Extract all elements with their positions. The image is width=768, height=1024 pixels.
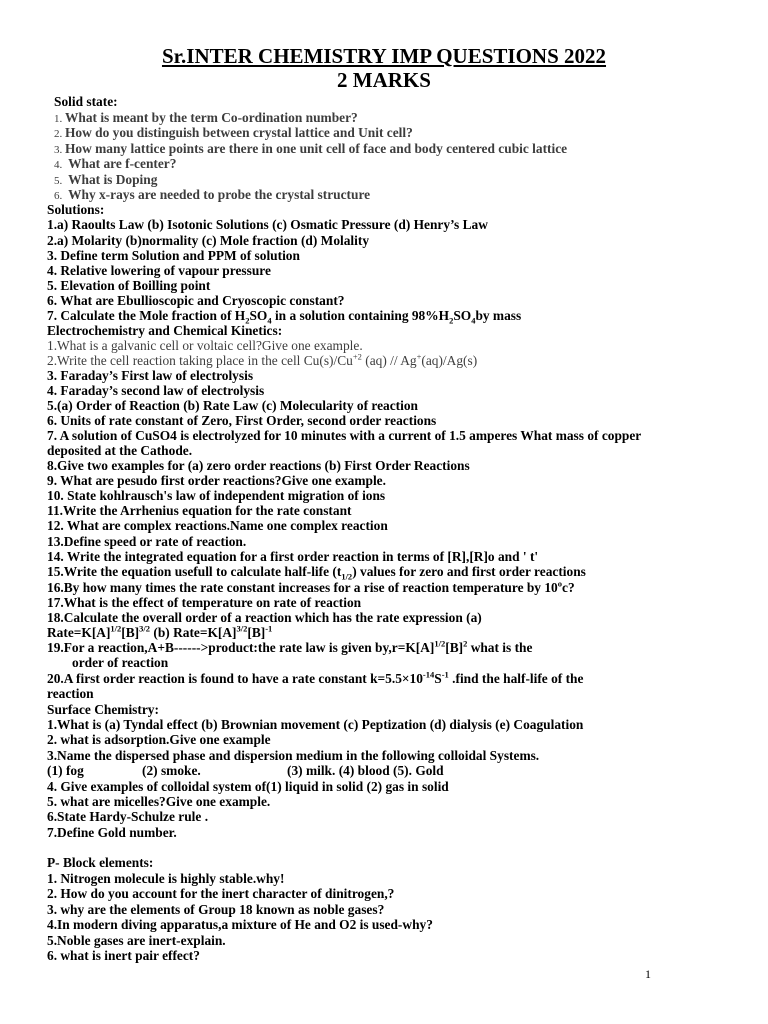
electro-q15: 15.Write the equation usefull to calculate half-life $(t_{1/2})$ values for zero and first order reactions xyxy=(47,564,586,582)
electro-q10: 10. State kohlrausch's law of independent migration of ions xyxy=(47,488,386,503)
solutions-q7: 7. Calculate the Mole fraction of $H_2SO_4$ in a solution containing $98\%H_2SO_4by$ mass xyxy=(47,308,522,326)
surface-q1: 1.What is (a) Tyndal effect (b) Brownian movement (c) Peptization (d) dialysis (e) Coagulation xyxy=(47,717,584,732)
pblock-q1: 1. Nitrogen molecule is highly stable.why! xyxy=(47,871,285,886)
surface-q7: 7.Define Gold number. xyxy=(47,825,177,840)
section-heading-electrochemistry: Electrochemistry and Chemical Kinetics: xyxy=(47,323,283,338)
pblock-q6: 6. what is inert pair effect? xyxy=(47,948,200,963)
solutions-q5: 5. Elevation of Boilling point xyxy=(47,278,211,293)
solutions-q4: 4. Relative lowering of vapour pressure xyxy=(47,263,271,278)
electro-q7-cont: deposited at the Cathode. xyxy=(47,443,193,458)
surface-q3-option-fog: (1) fog xyxy=(47,763,84,778)
electro-q7: 7. A solution of CuSO4 is electrolyzed for 10 minutes with a current of 1.5 amperes What mass of copper xyxy=(47,428,642,443)
surface-q2: 2. what is adsorption.Give one example xyxy=(47,732,271,747)
electro-q2: 2.Write the cell reaction taking place in the cell $Cu(s)/Cu^{+2}$ (aq) // Ag+(aq)/Ag(s) xyxy=(47,351,478,368)
surface-q6: 6.State Hardy-Schulze rule . xyxy=(47,809,209,824)
surface-q3: 3.Name the dispersed phase and dispersion medium in the following colloidal Systems. xyxy=(47,748,540,763)
electro-q5: 5.(a) Order of Reaction (b) Rate Law (c) Molecularity of reaction xyxy=(47,398,418,413)
electro-q3: 3. Faraday’s First law of electrolysis xyxy=(47,368,254,383)
section-heading-surface-chemistry: Surface Chemistry: xyxy=(47,702,159,717)
surface-q3-option-smoke: (2) smoke. xyxy=(142,763,201,778)
electro-q19: 19.For a reaction,A+B------>product:the rate law is given $by,r=K[A]^{1/2}[B]^2$ what is the xyxy=(47,638,533,655)
document-subtitle: 2 MARKS xyxy=(337,68,431,92)
electro-q8: 8.Give two examples for (a) zero order reactions (b) First Order Reactions xyxy=(47,458,470,473)
electro-q18: 18.Calculate the overall order of a reaction which has the rate expression (a) xyxy=(47,610,482,625)
electro-q17: 17.What is the effect of temperature on rate of reaction xyxy=(47,595,362,610)
pblock-q2: 2. How do you account for the inert character of dinitrogen,? xyxy=(47,886,395,901)
electro-q20-cont: reaction xyxy=(47,686,94,701)
solid-q3: 3. How many lattice points are there in one unit cell of face and body centered cubic lattice xyxy=(54,141,568,156)
electro-q12: 12. What are complex reactions.Name one complex reaction xyxy=(47,518,388,533)
solid-q5: 5. What is Doping xyxy=(54,172,158,187)
electro-q9: 9. What are pesudo first order reactions?Give one example. xyxy=(47,473,386,488)
surface-q3-option-milk-blood-gold: (3) milk. (4) blood (5). Gold xyxy=(287,763,444,778)
section-heading-solutions: Solutions: xyxy=(47,202,105,217)
section-heading-p-block: P- Block elements: xyxy=(47,855,154,870)
solutions-q3: 3. Define term Solution and PPM of solution xyxy=(47,248,300,263)
document-title: Sr.INTER CHEMISTRY IMP QUESTIONS 2022 xyxy=(161,44,607,68)
solutions-q2: 2.a) Molarity (b)normality (c) Mole fraction (d) Molality xyxy=(47,233,370,248)
page-number: 1 xyxy=(645,967,651,981)
electro-q6: 6. Units of rate constant of Zero, First Order, second order reactions xyxy=(47,413,437,428)
electro-q11: 11.Write the Arrhenius equation for the rate constant xyxy=(47,503,352,518)
surface-q4: 4. Give examples of colloidal system of(1) liquid in solid (2) gas in solid xyxy=(47,779,449,794)
solid-q1: 1. What is meant by the term Co-ordination number? xyxy=(54,110,358,125)
electro-q13: 13.Define speed or rate of reaction. xyxy=(47,534,247,549)
solutions-q1: 1.a) Raoults Law (b) Isotonic Solutions (c) Osmatic Pressure (d) Henry’s Law xyxy=(47,217,488,232)
solutions-q6: 6. What are Ebullioscopic and Cryoscopic constant? xyxy=(47,293,345,308)
electro-q16: 16.By how many times the rate constant increases for a rise of reaction temperature by 10$^o$c? xyxy=(47,578,575,595)
electro-q14: 14. Write the integrated equation for a first order reaction in terms of [R],[R]o and ' t' xyxy=(47,549,539,564)
electro-q18-rates: $Rate=K[A]^{1/2}[B]^{3/2}$ (b) $Rate=K[A]^{3/2}[B]^{-1}$ xyxy=(47,623,273,640)
electro-q20: 20.A first order reaction is found to have a rate constant $k=5.5\times 10^{-14}S^{-1}$ .find the half-life of the xyxy=(47,669,584,686)
solid-q2: 2. How do you distinguish between crystal lattice and Unit cell? xyxy=(54,125,413,140)
electro-q19-cont: order of reaction xyxy=(72,655,169,670)
pblock-q4: 4.In modern diving apparatus,a mixture of He and O2 is used-why? xyxy=(47,917,433,932)
electro-q1: 1.What is a galvanic cell or voltaic cell?Give one example. xyxy=(47,338,363,353)
section-heading-solid-state: Solid state: xyxy=(54,94,118,109)
pblock-q5: 5.Noble gases are inert-explain. xyxy=(47,933,226,948)
solid-q6: 6. Why x-rays are needed to probe the crystal structure xyxy=(54,187,371,202)
electro-q4: 4. Faraday’s second law of electrolysis xyxy=(47,383,265,398)
surface-q5: 5. what are micelles?Give one example. xyxy=(47,794,271,809)
solid-q4: 4. What are f-center? xyxy=(54,156,177,171)
pblock-q3: 3. why are the elements of Group 18 known as noble gases? xyxy=(47,902,385,917)
